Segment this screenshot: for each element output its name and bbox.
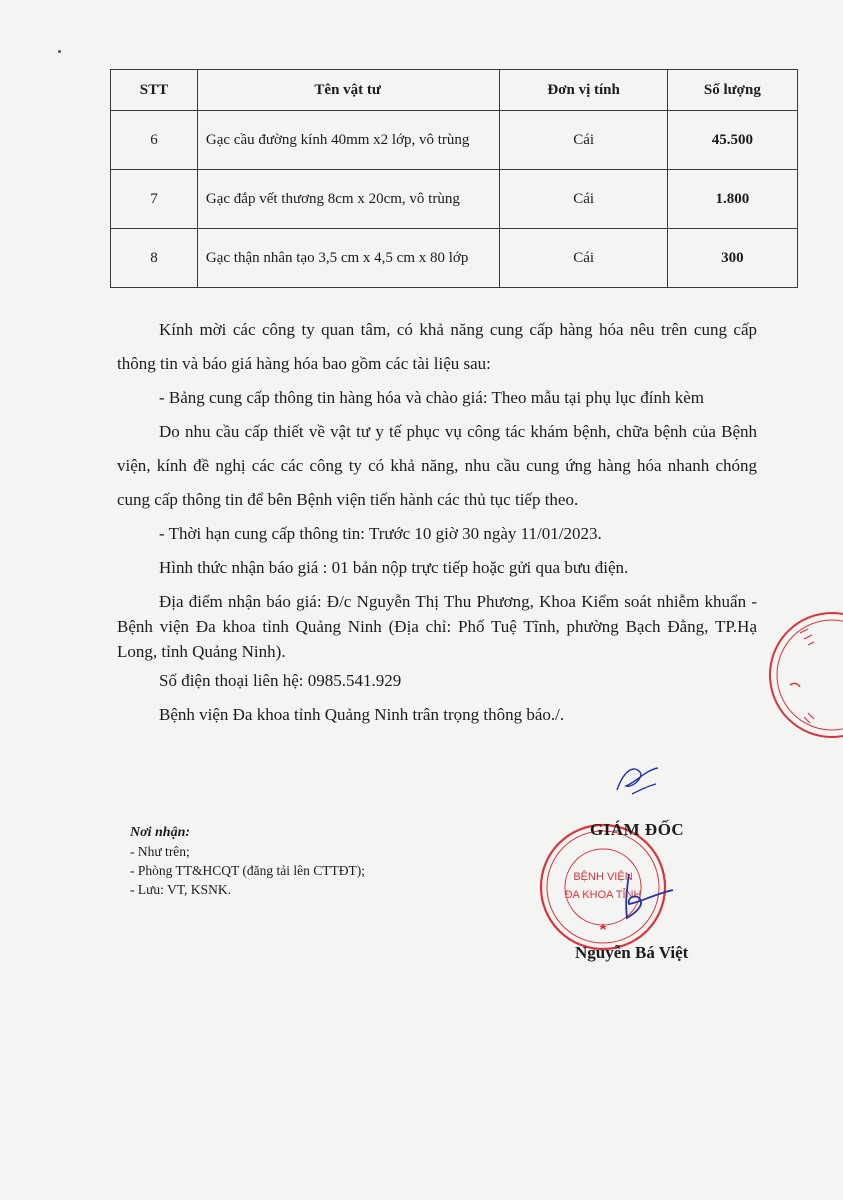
recipients-block — [130, 823, 365, 899]
paragraph-quote-method: Hình thức nhận báo giá : 01 bản nộp trực tiếp hoặc gửi qua bưu điện. — [159, 558, 629, 577]
paragraph-reason: Do nhu cầu cấp thiết về vật tư y tế phục vụ công tác khám bệnh, chữa bệnh của Bệnh viện, kính đề nghị các các công ty có khả năng, nhu cầu cung ứng hàng hóa nhanh chóng cung cấp thông tin để bên Bệnh viện tiến hành các thủ tục tiếp theo. — [117, 422, 757, 509]
paragraph-deadline: - Thời hạn cung cấp thông tin: Trước 10 giờ 30 ngày 11/01/2023. — [159, 524, 602, 543]
recipient-item: - Như trên; — [130, 844, 190, 859]
row-item-name: Gạc cầu đường kính 40mm x2 lớp, vô trùng — [197, 111, 500, 170]
paragraph-documents: - Bảng cung cấp thông tin hàng hóa và chào giá: Theo mẫu tại phụ lục đính kèm — [159, 388, 704, 407]
row-stt: 6 — [111, 111, 198, 170]
table-header-row — [111, 70, 798, 111]
table-row — [111, 111, 798, 170]
table-row — [111, 229, 798, 288]
row-quantity: 300 — [667, 229, 797, 288]
row-stt: 8 — [111, 229, 198, 288]
row-item-name: Gạc đắp vết thương 8cm x 20cm, vô trùng — [197, 170, 500, 229]
table-row — [111, 170, 798, 229]
paragraph-closing: Bệnh viện Đa khoa tỉnh Quảng Ninh trân trọng thông báo./. — [159, 705, 565, 724]
recipient-item: - Lưu: VT, KSNK. — [130, 882, 231, 897]
row-stt: 7 — [111, 170, 198, 229]
paragraph-quote-location: Địa điểm nhận báo giá: Đ/c Nguyễn Thị Thu Phương, Khoa Kiểm soát nhiễm khuẩn - Bệnh viện Đa khoa tỉnh Quảng Ninh (Địa chỉ: Phố Tuệ Tĩnh, phường Bạch Đằng, TP.Hạ Long, tỉnh Quảng Ninh). — [117, 592, 757, 661]
paragraph-invitation: Kính mời các công ty quan tâm, có khả năng cung cấp hàng hóa nêu trên cung cấp thông tin và báo giá hàng hóa bao gồm các tài liệu sau: — [117, 320, 757, 373]
stamp-text-line2: ĐA KHOA TỈNH — [564, 889, 642, 901]
row-quantity: 1.800 — [667, 170, 797, 229]
row-unit: Cái — [500, 170, 667, 229]
director-signature — [615, 868, 685, 928]
row-item-name: Gạc thận nhân tạo 3,5 cm x 4,5 cm x 80 lớp — [197, 229, 500, 288]
header-quantity: Số lượng — [667, 70, 797, 111]
scan-speck — [58, 50, 61, 53]
edge-stamp-seal — [760, 605, 843, 745]
row-quantity: 45.500 — [667, 111, 797, 170]
stamp-text-line1: BỆNH VIỆN — [573, 871, 633, 883]
header-unit: Đơn vị tính — [500, 70, 667, 111]
recipient-item: - Phòng TT&HCQT (đăng tải lên CTTĐT); — [130, 863, 365, 878]
row-unit: Cái — [500, 229, 667, 288]
director-name: Nguyễn Bá Việt — [575, 943, 689, 962]
paragraph-phone: Số điện thoại liên hệ: 0985.541.929 — [159, 671, 402, 690]
supplies-table — [110, 69, 798, 288]
director-title: GIÁM ĐỐC — [590, 820, 685, 839]
header-item-name: Tên vật tư — [197, 70, 500, 111]
row-unit: Cái — [500, 111, 667, 170]
letter-body — [117, 313, 757, 732]
recipients-title: Nơi nhận: — [130, 825, 191, 840]
header-stt: STT — [111, 70, 198, 111]
initial-signature — [612, 760, 662, 800]
